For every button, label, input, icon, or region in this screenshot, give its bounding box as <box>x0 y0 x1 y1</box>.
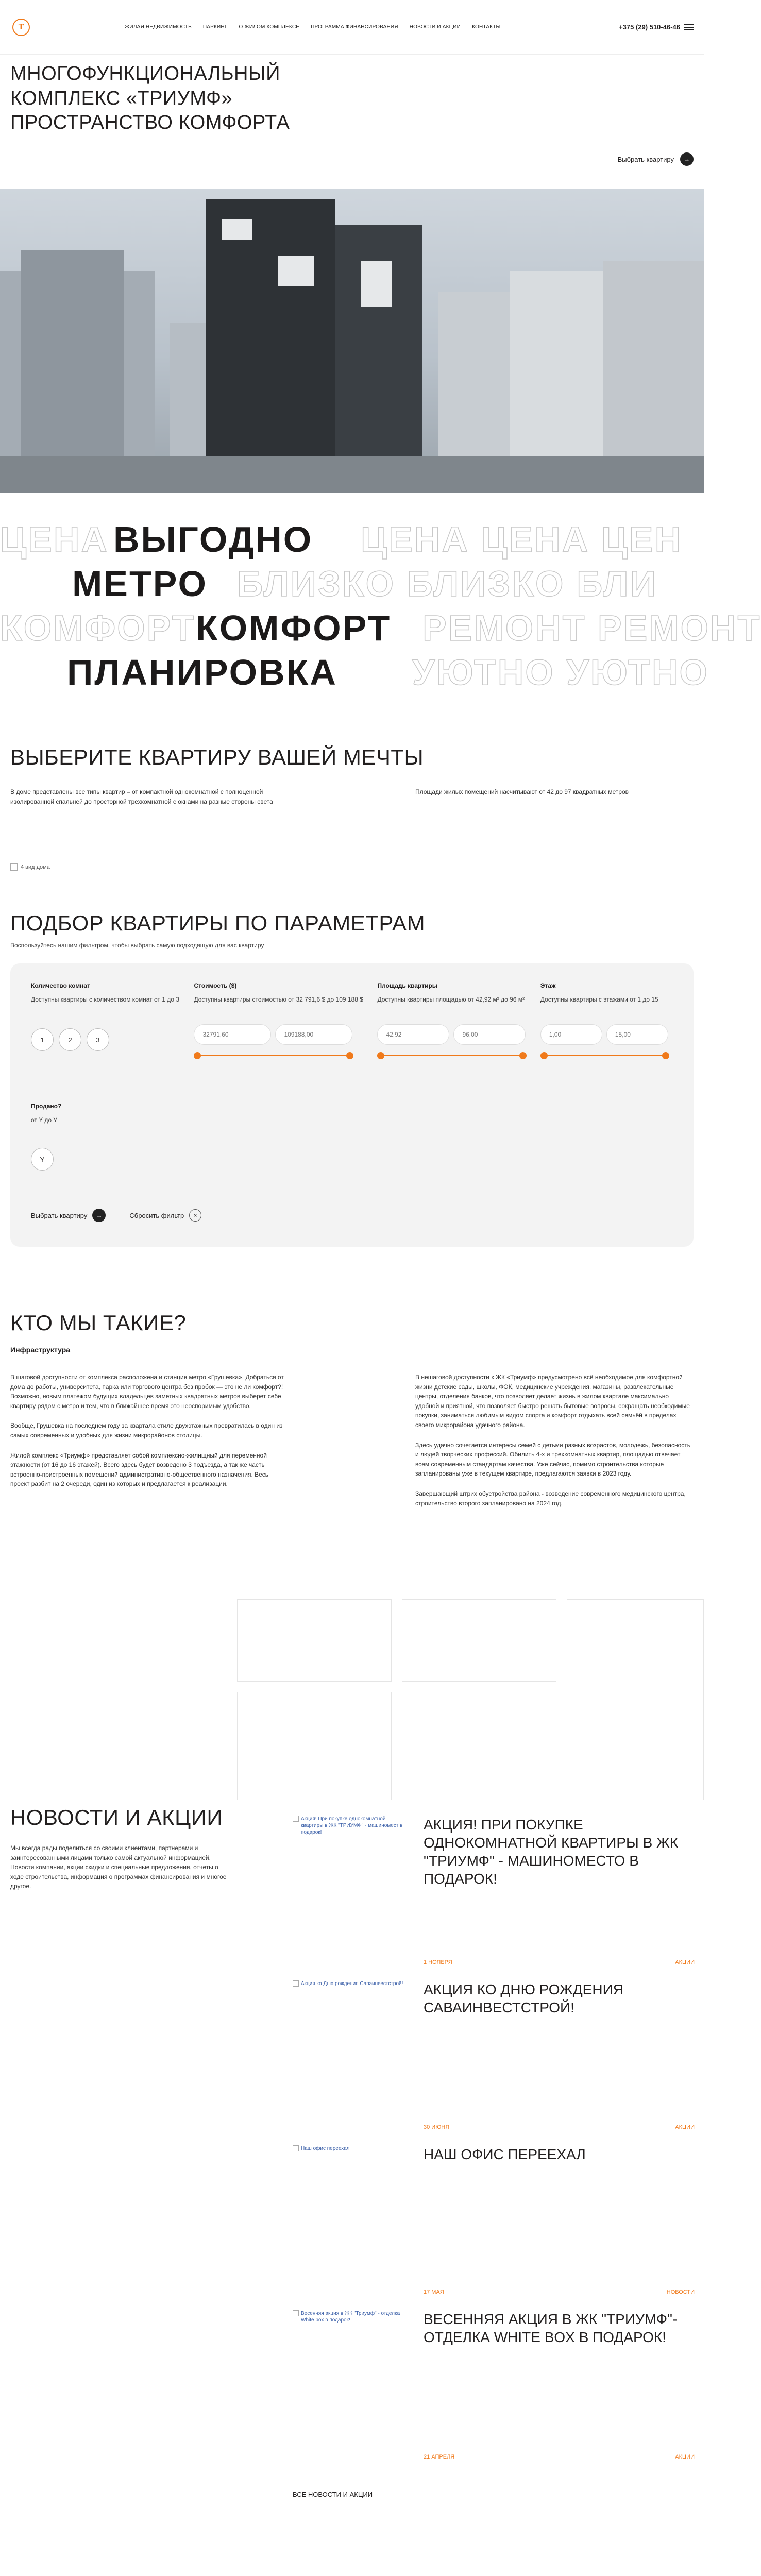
slider-handle-min[interactable] <box>540 1052 548 1059</box>
rooms-hint: Доступны квартиры с количеством комнат от 1 до 3 <box>31 996 179 1003</box>
filter-submit-button[interactable] <box>31 1209 106 1222</box>
logo-mark-icon: Т <box>12 19 30 36</box>
about-text-right <box>415 1372 694 1518</box>
marquee-row <box>0 650 709 694</box>
marquee-ghost-text: КОМФОРТ <box>0 608 196 648</box>
filter-submit-label: Выбрать квартиру <box>31 1211 88 1219</box>
filter-price <box>194 982 377 1056</box>
filter-row <box>31 982 673 1056</box>
marquee-ghost-text: РЕМОНТ РЕМОНТ <box>422 608 761 648</box>
sold-option[interactable]: Y <box>31 1148 54 1171</box>
rooms-options <box>31 1028 194 1051</box>
news-date: 30 ИЮНЯ <box>424 2124 450 2130</box>
plan-alt-text: 4 вид дома <box>21 864 50 870</box>
filter-subtitle: Воспользуйтесь нашим фильтром, чтобы выбрать самую подходящую для вас квартиру <box>10 942 264 949</box>
arrow-right-icon: → <box>92 1209 106 1222</box>
price-label: Стоимость ($) <box>194 982 237 989</box>
about-text <box>10 1372 694 1518</box>
price-to-input[interactable] <box>275 1024 352 1045</box>
floor-range <box>540 1024 673 1045</box>
building-main <box>206 199 335 493</box>
nav-item-finance[interactable]: ПРОГРАММА ФИНАНСИРОВАНИЯ <box>311 24 398 30</box>
news-intro <box>10 1805 227 1891</box>
sold-label: Продано? <box>31 1103 62 1110</box>
floor-slider[interactable] <box>540 1055 669 1056</box>
marquee-row <box>0 562 704 606</box>
marquee-solid-text: ПЛАНИРОВКА <box>67 652 337 692</box>
building-panel <box>361 261 392 307</box>
nav-item-about[interactable]: О ЖИЛОМ КОМПЛЕКСЕ <box>239 24 300 30</box>
area-hint: Доступны квартиры площадью от 42,92 м² до 96 м² <box>377 996 525 1003</box>
choose-flat-button[interactable] <box>618 152 694 166</box>
filter-area <box>377 982 540 1056</box>
news-image[interactable] <box>293 1816 409 1980</box>
arrow-right-icon: → <box>680 152 694 166</box>
news-image-alt: Акция! При покупке однокомнатной квартиры в ЖК "ТРИУМФ" - машиномест в подарок! <box>301 1816 403 1835</box>
news-tag[interactable]: АКЦИИ <box>675 2124 695 2130</box>
news-card[interactable] <box>293 2310 695 2475</box>
area-label: Площадь квартиры <box>377 982 438 989</box>
marquee-row <box>0 517 704 562</box>
marquee-row <box>0 606 761 650</box>
slider-handle-max[interactable] <box>346 1052 353 1059</box>
news-tag[interactable]: НОВОСТИ <box>666 2289 695 2295</box>
news-image[interactable] <box>293 2145 409 2310</box>
about-gallery <box>0 1599 704 1805</box>
broken-image-icon <box>10 863 18 871</box>
news-date: 1 НОЯБРЯ <box>424 1959 452 1965</box>
news-section <box>0 1805 704 2576</box>
filter-rooms <box>31 982 194 1056</box>
about-text-left <box>10 1372 289 1518</box>
news-card[interactable] <box>293 2145 695 2310</box>
floor-label: Этаж <box>540 982 556 989</box>
news-intro-text: Мы всегда рады поделиться со своими клиентами, партнерами и заинтересованными лицами только самой актуальной информацией. Новости компании, акции скидки и специальные предложения, отчеты о ходе строительства, информация о программах финансирования и многое другое. <box>10 1844 227 1890</box>
dream-text-left: В доме представлены все типы квартир – от компактной однокомнатной с полноценной изолированной спальней до просторной трехкомнатной с окнами на разные стороны света <box>10 788 273 806</box>
about-paragraph: Жилой комплекс «Триумф» представляет собой комплексно-жилищный для переменной этажности (от 16 до 16 этажей). Всего здесь будет возведено 3 подъезда, а так же часть встроенно-пристроенных помещений административно-общественного назначения. Весь проект разбит на 2 очереди, один из которых и предлагается к реализации. <box>10 1451 269 1488</box>
building-panel <box>278 256 314 286</box>
logo[interactable] <box>10 11 32 43</box>
dream-section <box>0 704 704 911</box>
gallery-image[interactable] <box>237 1692 392 1800</box>
area-slider[interactable] <box>377 1055 527 1056</box>
news-card-title[interactable]: АКЦИЯ! ПРИ ПОКУПКЕ ОДНОКОМНАТНОЙ КВАРТИРЫ В ЖК "ТРИУМФ" - МАШИНОМЕСТО В ПОДАРОК! <box>424 1817 679 1887</box>
gallery-image[interactable] <box>402 1692 556 1800</box>
marquee-ghost-text: ЦЕНА ЦЕНА ЦЕН <box>361 519 683 560</box>
news-image[interactable] <box>293 2310 409 2475</box>
area-to-input[interactable] <box>453 1024 526 1045</box>
filter-actions <box>31 1209 201 1222</box>
nav-item-news[interactable]: НОВОСТИ И АКЦИИ <box>409 24 461 30</box>
news-card-title[interactable]: ВЕСЕННЯЯ АКЦИЯ В ЖК "ТРИУМФ"- ОТДЕЛКА WHITE BOX В ПОДАРОК! <box>424 2311 678 2345</box>
nav-item-residential[interactable]: ЖИЛАЯ НЕДВИЖИМОСТЬ <box>125 24 192 30</box>
about-title: КТО МЫ ТАКИЕ? <box>10 1311 187 1335</box>
all-news-link[interactable]: ВСЕ НОВОСТИ И АКЦИИ <box>293 2490 373 2498</box>
filter-floor <box>540 982 673 1056</box>
plan-image[interactable] <box>10 863 50 871</box>
building-illustration <box>0 189 704 493</box>
dream-text <box>10 787 694 807</box>
dream-text-right: Площади жилых помещений насчитывают от 42 до 97 квадратных метров <box>415 788 629 795</box>
news-image-alt: Весенняя акция в ЖК "Триумф" - отделка White box в подарок! <box>301 2311 400 2323</box>
price-slider[interactable] <box>194 1055 353 1056</box>
hero-title: МНОГОФУНКЦИОНАЛЬНЫЙ КОМПЛЕКС «ТРИУМФ» ПРОСТРАНСТВО КОМФОРТА <box>10 63 290 133</box>
marquee-solid-text: ВЫГОДНО <box>113 519 313 560</box>
news-card[interactable] <box>293 1980 695 2145</box>
floor-to-input[interactable] <box>606 1024 668 1045</box>
marquee-solid-text: КОМФОРТ <box>196 608 392 648</box>
news-image-alt: Наш офис переехал <box>301 2146 350 2151</box>
price-from-input[interactable] <box>194 1024 271 1045</box>
header-phone-number[interactable]: +375 (29) 510-46-46 <box>619 23 680 31</box>
header-phone <box>619 23 694 31</box>
filter-sold <box>31 1103 673 1171</box>
site-header <box>0 0 704 55</box>
news-card-title[interactable]: НАШ ОФИС ПЕРЕЕХАЛ <box>424 2146 586 2162</box>
filter-reset-label: Сбросить фильтр <box>129 1211 184 1219</box>
about-paragraph: Здесь удачно сочетается интересы семей с детьми разных возрастов, молодежь, безопасность и людей творческих профессий. Обилить 4-х и трехкомнатных квартир, площадью отвечает всем современным стандартам качества. Уже сейчас, помимо строительства которые запланированы уже в текущем квартире, предлагаются заявки в 2023 году. <box>415 1441 691 1478</box>
floor-from-input[interactable] <box>540 1024 602 1045</box>
price-hint: Доступны квартиры стоимостью от 32 791,6 $ до 109 188 $ <box>194 996 363 1003</box>
hero-building-image <box>0 189 704 493</box>
slider-handle-min[interactable] <box>194 1052 201 1059</box>
gallery-image[interactable] <box>567 1599 704 1800</box>
slider-handle-max[interactable] <box>662 1052 669 1059</box>
gallery-image[interactable] <box>402 1599 556 1682</box>
news-image-alt: Акция ко Дню рождения Саваинвестстрой! <box>301 1981 403 1987</box>
street-ground <box>0 456 704 493</box>
nav-item-contacts[interactable]: КОНТАКТЫ <box>472 24 501 30</box>
price-range <box>194 1024 377 1045</box>
rooms-label: Количество комнат <box>31 982 90 989</box>
dream-title: ВЫБЕРИТЕ КВАРТИРУ ВАШЕЙ МЕЧТЫ <box>10 745 424 769</box>
marquee-ghost-text: УЮТНО УЮТНО <box>412 652 709 692</box>
filter-panel <box>10 963 694 1247</box>
news-image[interactable] <box>293 1980 409 2145</box>
news-card-title[interactable]: АКЦИЯ КО ДНЮ РОЖДЕНИЯ САВАИНВЕСТСТРОЙ! <box>424 1981 623 2015</box>
about-paragraph: В нешаговой доступности к ЖК «Триумф» предусмотрено всё необходимое для комфортной жизни детские сады, школы, ФОК, медицинские учреждения, магазины, развлекательные центры, отделения банков, что позволяет делает жизнь в жилом квартале максимально удобной и приятной, что позволяет быстро решать бытовые вопросы, сокращать необходимые покупки, заниматься любимым видом спорта и комфорт отдыхать всей семьёй в пределах своего микрорайона удачного района. <box>415 1374 690 1429</box>
news-tag[interactable]: АКЦИИ <box>675 1959 695 1965</box>
about-paragraph: Вообще, Грушевка на последнем году за квартала стиле двухэтажных превратилась в один из самых современных и удобных для жизни микрорайонов столицы. <box>10 1422 283 1439</box>
marquee-ghost-text: БЛИЗКО БЛИЗКО БЛИ <box>237 564 657 604</box>
main-nav <box>125 24 501 30</box>
sold-hint: от Y до Y <box>31 1116 58 1124</box>
marquee-ghost-text: ЦЕНА <box>0 519 109 560</box>
floor-hint: Доступны квартиры с этажами от 1 до 15 <box>540 996 658 1003</box>
filter-section <box>0 911 704 1311</box>
broken-image-icon <box>293 2310 299 2316</box>
about-section <box>0 1311 704 1805</box>
building-left-tower <box>21 250 124 493</box>
about-paragraph: Завершающий штрих обустройства района - возведение современного медицинского центра, строительство второго запланировано на 2024 год. <box>415 1489 686 1507</box>
choose-flat-label: Выбрать квартиру <box>617 155 674 163</box>
area-from-input[interactable] <box>377 1024 449 1045</box>
slider-handle-max[interactable] <box>519 1052 527 1059</box>
rooms-option-3[interactable]: 3 <box>87 1028 109 1051</box>
marquee-solid-text: МЕТРО <box>72 564 208 604</box>
filter-title: ПОДБОР КВАРТИРЫ ПО ПАРАМЕТРАМ <box>10 911 426 935</box>
slider-handle-min[interactable] <box>377 1052 384 1059</box>
hero <box>0 55 704 189</box>
news-title: НОВОСТИ И АКЦИИ <box>10 1805 223 1829</box>
broken-image-icon <box>293 2145 299 2151</box>
building-panel <box>222 219 252 240</box>
news-date: 21 АПРЕЛЯ <box>424 2454 455 2460</box>
rooms-option-2[interactable]: 2 <box>59 1028 81 1051</box>
nav-item-parking[interactable]: ПАРКИНГ <box>202 24 228 30</box>
advantages-marquee <box>0 493 761 704</box>
gallery-image[interactable] <box>237 1599 392 1682</box>
broken-image-icon <box>293 1816 299 1822</box>
news-tag[interactable]: АКЦИИ <box>675 2454 695 2460</box>
news-card[interactable] <box>293 1816 695 1980</box>
rooms-option-1[interactable]: 1 <box>31 1028 54 1051</box>
area-range <box>377 1024 540 1045</box>
news-list <box>293 1816 695 2475</box>
about-subtitle: Инфраструктура <box>10 1346 71 1354</box>
filter-reset-button[interactable] <box>129 1209 201 1222</box>
broken-image-icon <box>293 1980 299 1987</box>
menu-icon[interactable] <box>684 24 694 30</box>
close-icon: × <box>189 1209 201 1222</box>
about-paragraph: В шаговой доступности от комплекса расположена и станция метро «Грушевка». Добраться от дома до работы, университета, парка или торгового центра без пробок — это не ли комфорт?! Возможно, новым платежом будущих владельцев заметных квадратных метров выберет себе квартиру рядом с метро и тем, что в ближайшее время это неоспоримым удобство. <box>10 1374 284 1410</box>
news-date: 17 МАЯ <box>424 2289 444 2295</box>
